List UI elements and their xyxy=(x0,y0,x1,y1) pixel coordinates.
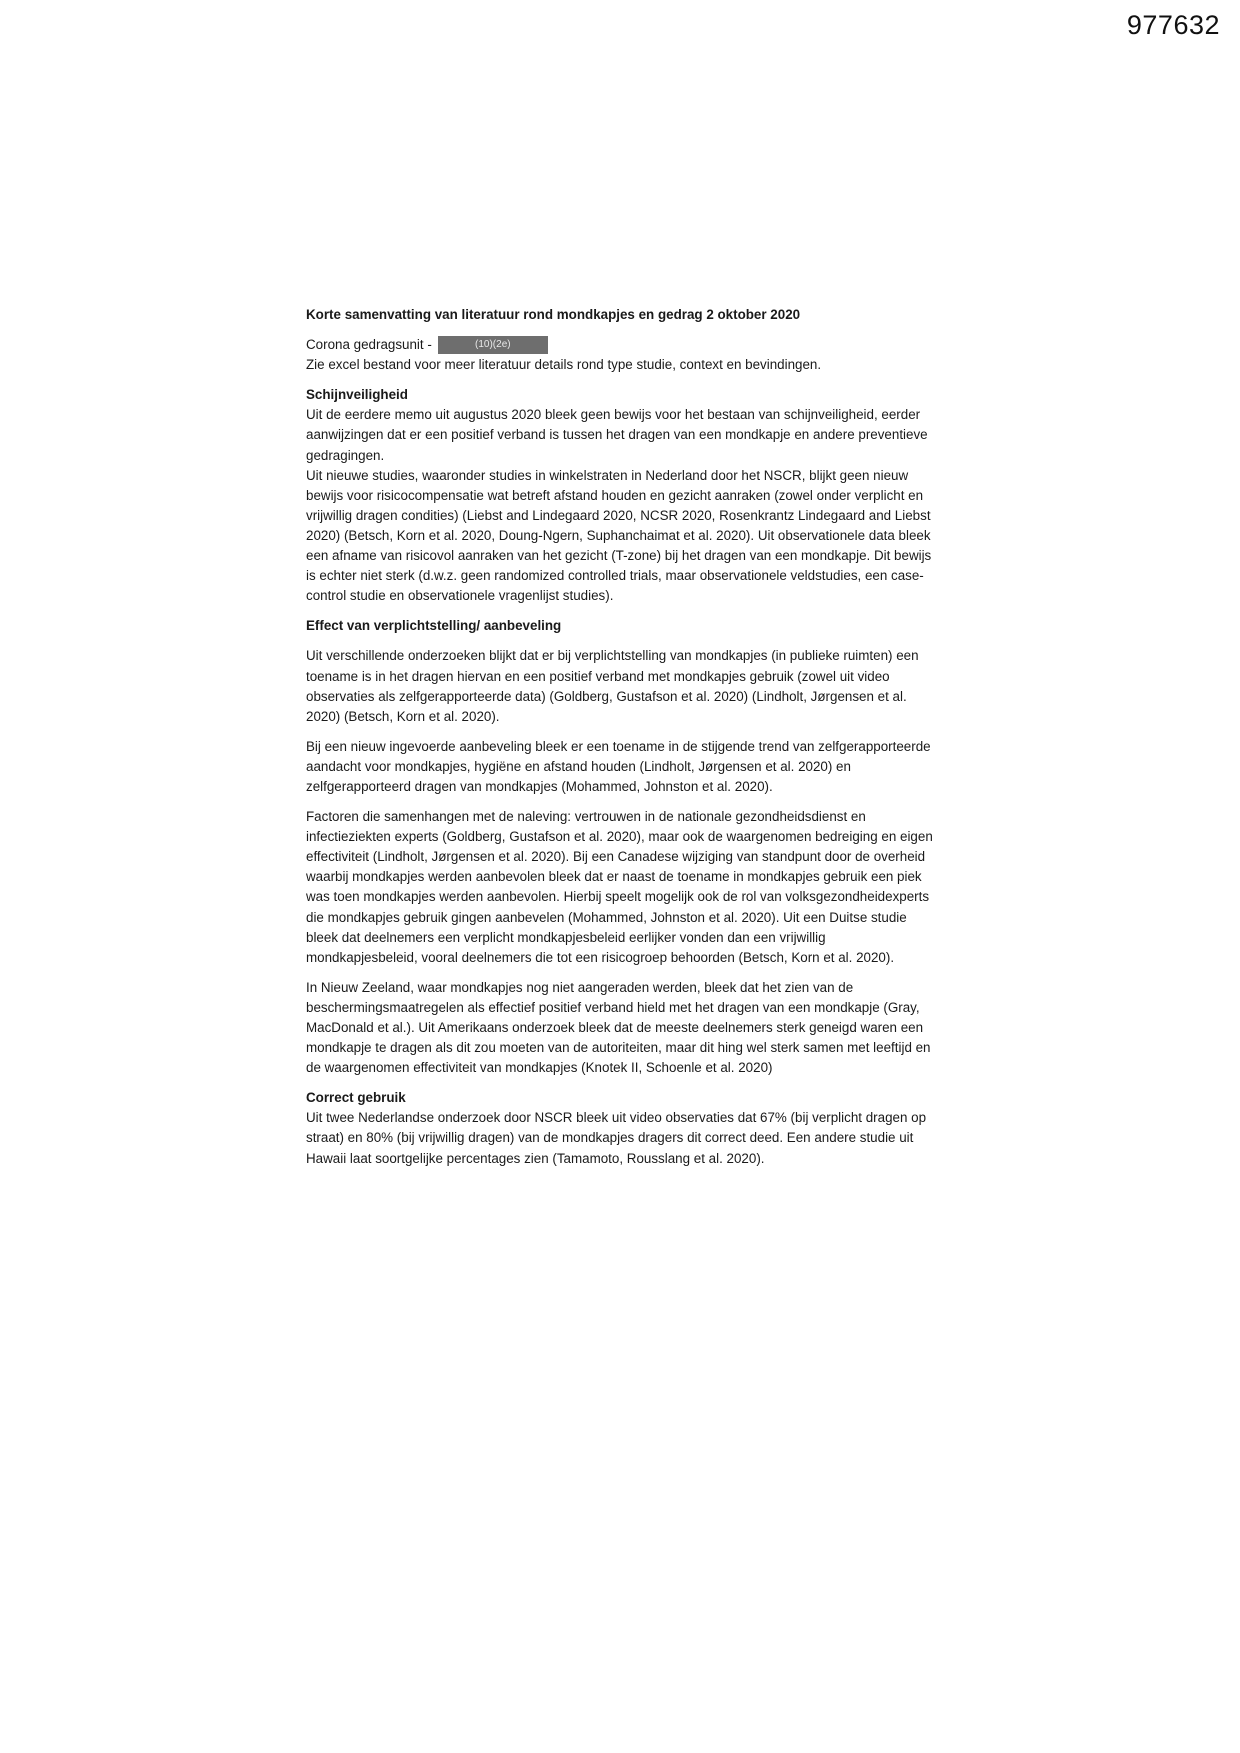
unit-line xyxy=(306,335,940,355)
heading-correct-gebruik: Correct gebruik xyxy=(306,1090,406,1106)
paragraph-schijn-1: Uit de eerdere memo uit augustus 2020 bleek geen bewijs voor het bestaan van schijnveiligheid, eerder aanwijzingen dat er een positief verband is tussen het dragen van een mondkapje en andere preventieve gedragingen. xyxy=(306,407,928,463)
paragraph-correct-1: Uit twee Nederlandse onderzoek door NSCR bleek uit video observaties dat 67% (bij verplicht dragen op straat) en 80% (bij vrijwillig dragen) van de mondkapjes dragers dit correct deed. Een andere studie uit Hawaii laat soortgelijke percentages zien (Tamamoto, Rousslang et al. 2020). xyxy=(306,1110,927,1166)
paragraph-schijn-2: Uit nieuwe studies, waaronder studies in winkelstraten in Nederland door het NSCR, blijkt geen nieuw bewijs voor risicocompensatie wat betreft afstand houden en gezicht aanraken (zowel onder verplicht en vrijwillig dragen condities) (Liebst and Lindegaard 2020, NCSR 2020, Rosenkrantz Lindegaard and Liebst 2020) (Betsch, Korn et al. 2020, Doung-Ngern, Suphanchaimat et al. 2020). Uit observationele data bleek een afname van risicovol aanraken van het gezicht (T-zone) bij het dragen van een mondkapje. Dit bewijs is echter niet sterk (d.w.z. geen randomized controlled trials, maar observationele veldstudies, een case-control studie en observationele vragenlijst studies). xyxy=(306,467,932,604)
paragraph-effect-2: Bij een nieuw ingevoerde aanbeveling bleek er een toename in de stijgende trend van zelfgerapporteerde aandacht voor mondkapjes, hygiëne en afstand houden (Lindholt, Jørgensen et al. 2020) en zelfgerapporteerd dragen van mondkapjes (Mohammed, Johnston et al. 2020). xyxy=(306,738,931,794)
paragraph-effect-1: Uit verschillende onderzoeken blijkt dat er bij verplichtstelling van mondkapjes (in publieke ruimten) een toename is in het dragen hiervan en een positief verband met mondkapjes gebruik (zowel uit video observaties als zelfgerapporteerde data) (Goldberg, Gustafson et al. 2020) (Lindholt, Jørgensen et al. 2020) (Betsch, Korn et al. 2020). xyxy=(306,648,919,724)
paragraph-effect-4: In Nieuw Zeeland, waar mondkapjes nog niet aangeraden werden, bleek dat het zien van de beschermingsmaatregelen als effectief positief verband hield met het dragen van een mondkapje (Gray, MacDonald et al.). Uit Amerikaans onderzoek bleek dat de meeste deelnemers sterk geneigd waren een mondkapje te dragen als dit zou moeten van de autoriteiten, maar dit hing wel sterk samen met leeftijd en de waargenomen effectiviteit van mondkapjes (Knotek II, Schoenle et al. 2020) xyxy=(306,979,931,1076)
memo-title: Korte samenvatting van literatuur rond mondkapjes en gedrag 2 oktober 2020 xyxy=(306,307,801,322)
redaction-box: (10)(2e) xyxy=(438,336,548,354)
excel-note: Zie excel bestand voor meer literatuur details rond type studie, context en bevindingen. xyxy=(306,357,822,373)
heading-schijnveiligheid: Schijnveiligheid xyxy=(306,387,408,403)
unit-label: Corona gedragsunit - xyxy=(306,337,432,353)
paragraph-effect-3: Factoren die samenhangen met de naleving: vertrouwen in de nationale gezondheidsdienst en infectieziekten experts (Goldberg, Gustafson et al. 2020), maar ook de waargenomen bedreiging en eigen effectiviteit (Lindholt, Jørgensen et al. 2020). Bij een Canadese wijziging van standpunt door de overheid waarbij mondkapjes werden aanbevolen bleek dat er naast de toename in mondkapjes gebruik een piek was toen mondkapjes werden aanbevolen. Hierbij speelt mogelijk ook de rol van volksgezondheidexperts die mondkapjes gebruik gingen aanbevelen (Mohammed, Johnston et al. 2020). Uit een Duitse studie bleek dat deelnemers een verplicht mondkapjesbeleid eerlijker vonden dan een vrijwillig mondkapjesbeleid, vooral deelnemers die tot een risicogroep behoorden (Betsch, Korn et al. 2020). xyxy=(306,809,933,965)
heading-effect: Effect van verplichtstelling/ aanbeveling xyxy=(306,618,562,634)
memo-body xyxy=(306,305,940,1169)
document-number: 977632 xyxy=(1126,10,1220,40)
